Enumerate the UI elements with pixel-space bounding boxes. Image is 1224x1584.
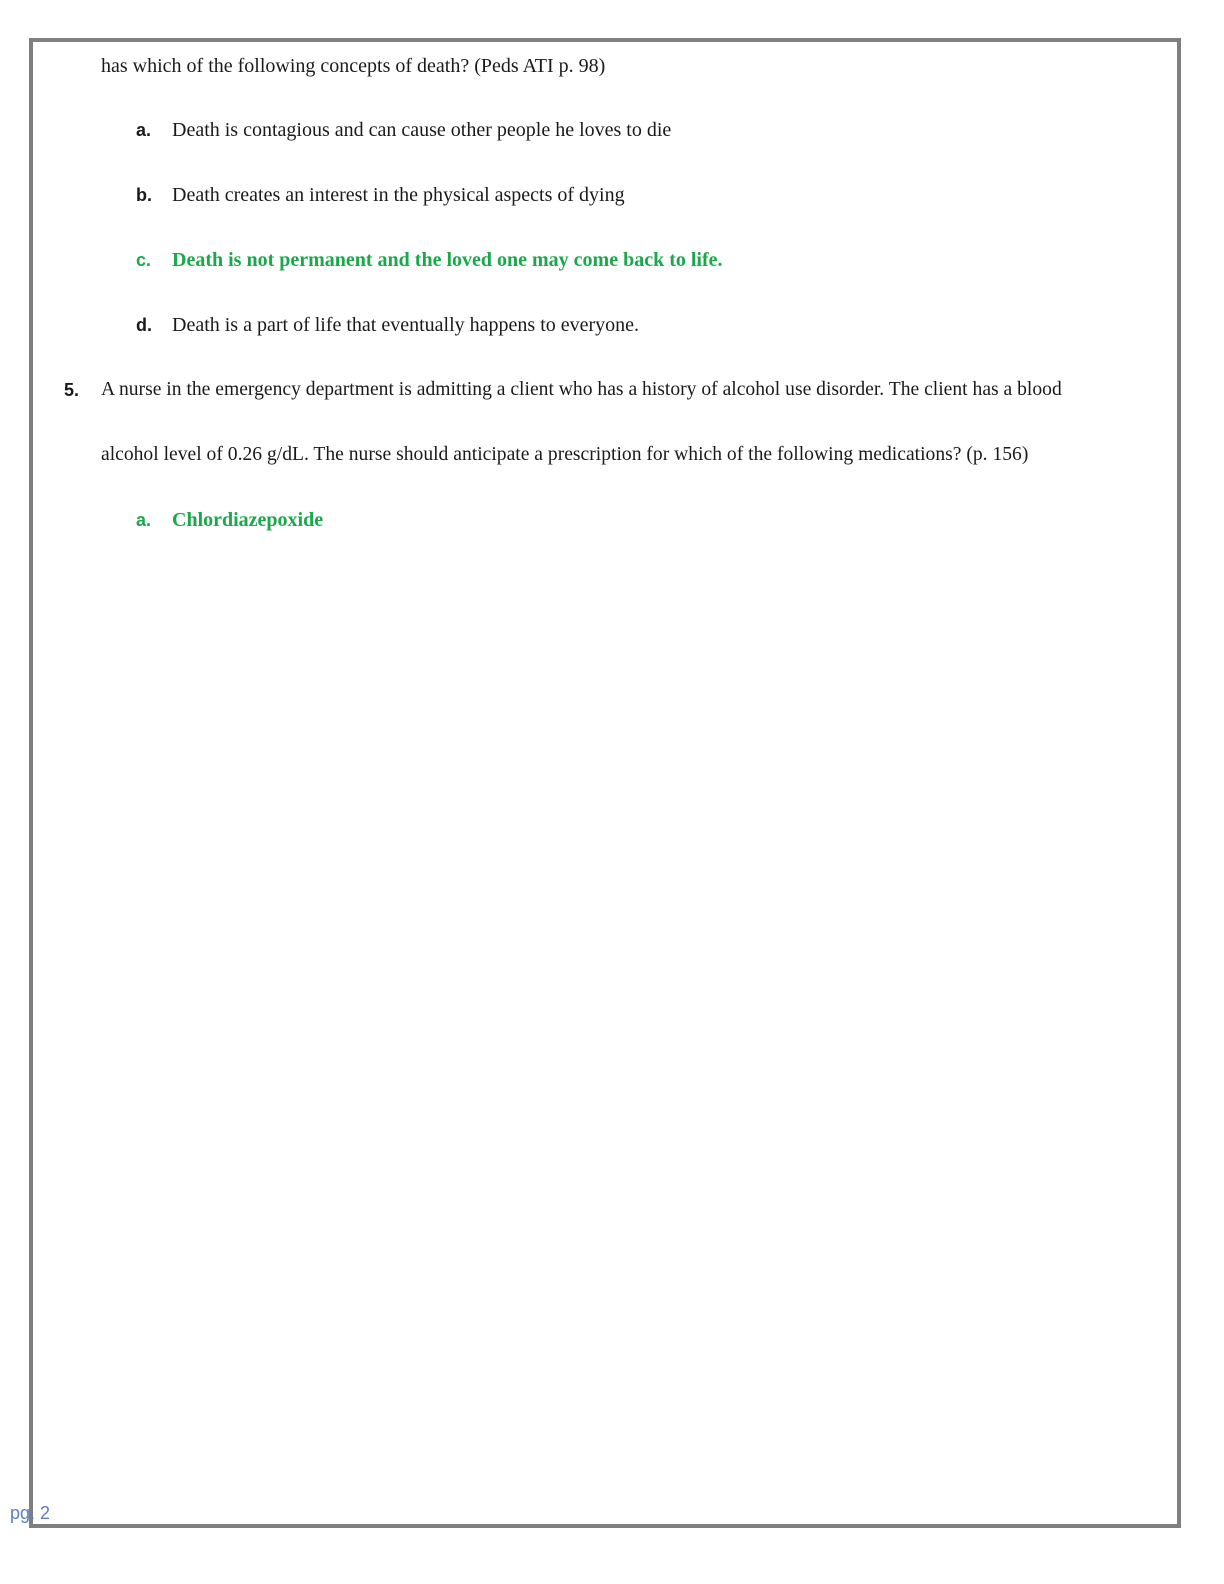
question-4-stem-continued: has which of the following concepts of death? (Peds ATI p. 98) (101, 55, 606, 77)
option-letter: b. (136, 185, 152, 205)
question-5-stem-line-1: A nurse in the emergency department is admitting a client who has a history of alcohol use disorder. The client has a blood (101, 379, 1062, 400)
option-letter: c. (136, 250, 152, 270)
option-text: Death creates an interest in the physical aspects of dying (172, 184, 625, 206)
option-text: Death is contagious and can cause other people he loves to die (172, 119, 672, 141)
question-number: 5. (64, 380, 80, 400)
question-5-stem-line-2: alcohol level of 0.26 g/dL. The nurse should anticipate a prescription for which of the following medications? (p. 156) (101, 444, 1029, 465)
option-letter: a. (136, 510, 152, 530)
page-number: pg. 2 (10, 1503, 51, 1523)
option-text: Death is a part of life that eventually happens to everyone. (172, 314, 640, 336)
option-text: Death is not permanent and the loved one may come back to life. (172, 249, 723, 271)
option-text: Chlordiazepoxide (172, 509, 324, 531)
option-letter: a. (136, 120, 152, 140)
option-letter: d. (136, 315, 152, 335)
